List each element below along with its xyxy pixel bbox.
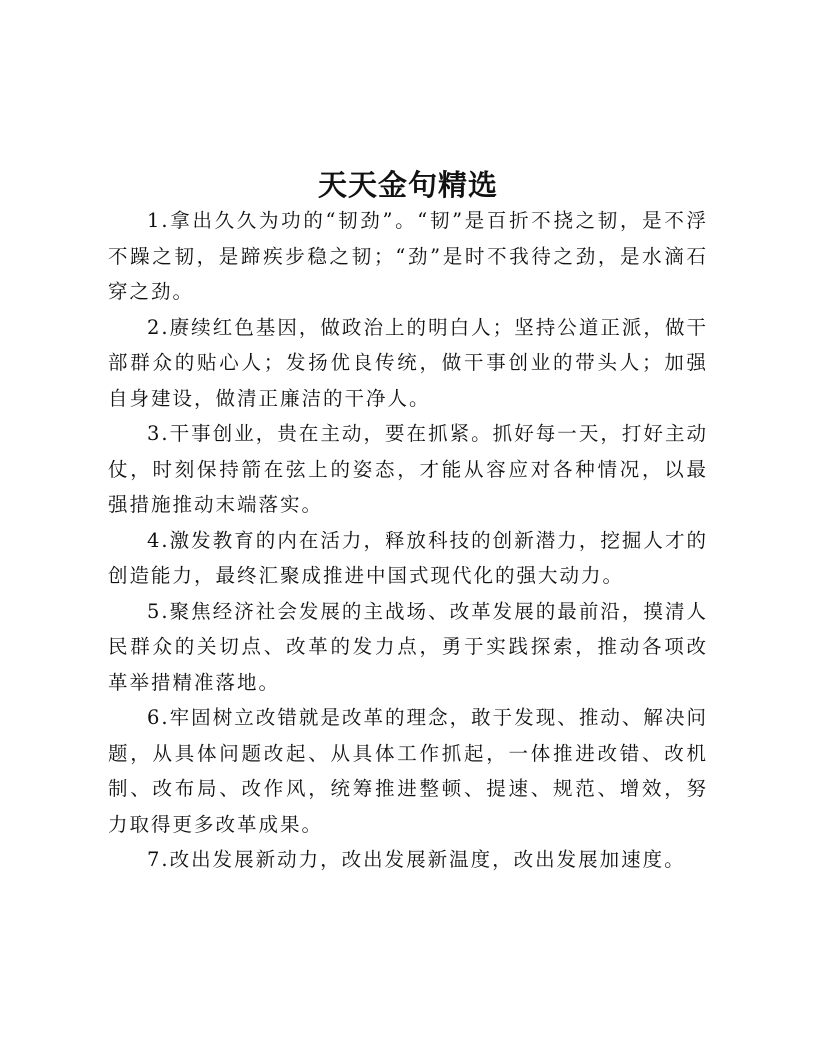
paragraph-1: 1.拿出久久为功的“韧劲”。“韧”是百折不挠之韧，是不浮不躁之韧，是蹄疾步稳之韧；“劲”是时不我待之劲，是水滴石穿之劲。	[108, 209, 708, 303]
paragraph-4: 4.激发教育的内在活力，释放科技的创新潜力，挖掘人才的创造能力，最终汇聚成推进中国式现代化的强大动力。	[108, 528, 708, 587]
paragraph-2: 2.赓续红色基因，做政治上的明白人；坚持公道正派，做干部群众的贴心人；发扬优良传统，做干事创业的带头人；加强自身建设，做清正廉洁的干净人。	[108, 315, 708, 410]
paragraph-5: 5.聚焦经济社会发展的主战场、改革发展的最前沿，摸清人民群众的关切点、改革的发力点，勇于实践探索，推动各项改革举措精准落地。	[108, 599, 708, 694]
paragraph-7: 7.改出发展新动力，改出发展新温度，改出发展加速度。	[147, 848, 686, 871]
paragraph-6: 6.牢固树立改错就是改革的理念，敢于发现、推动、解决问题，从具体问题改起、从具体工作抓起，一体推进改错、改机制、改布局、改作风，统筹推进整顿、提速、规范、增效，努力取得更多改革成果。	[108, 706, 708, 836]
document-title: 天天金句精选	[317, 168, 498, 203]
paragraph-3: 3.干事创业，贵在主动，要在抓紧。抓好每一天，打好主动仗，时刻保持箭在弦上的姿态，才能从容应对各种情况，以最强措施推动末端落实。	[108, 422, 708, 516]
document-body	[108, 203, 708, 878]
